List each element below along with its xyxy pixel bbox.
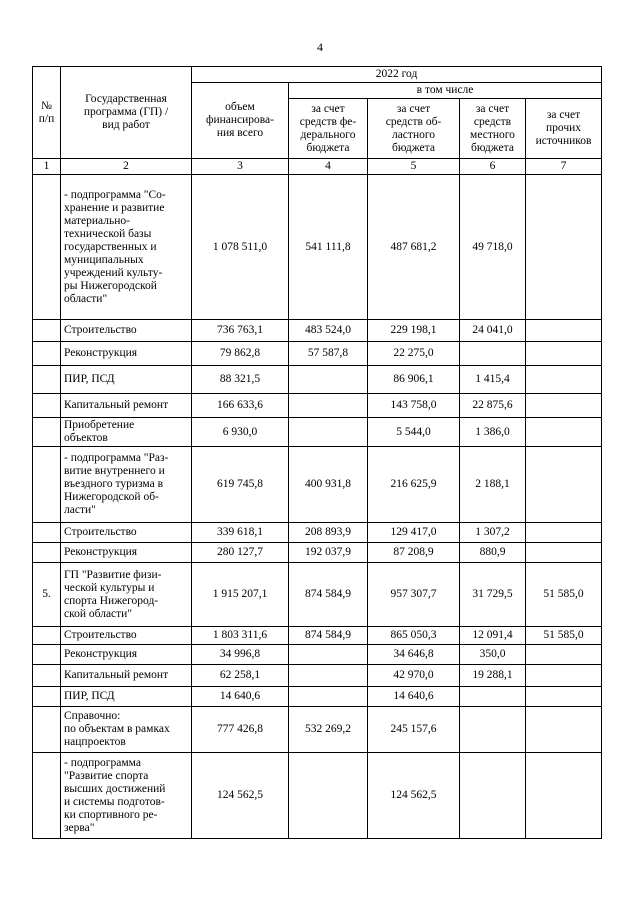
row-number xyxy=(33,320,61,342)
cell-other xyxy=(526,665,602,687)
cell-other xyxy=(526,394,602,418)
cell-local: 880,9 xyxy=(460,543,526,563)
cell-local: 350,0 xyxy=(460,645,526,665)
cell-total: 34 996,8 xyxy=(192,645,289,665)
table-body xyxy=(33,175,602,839)
cell-total: 1 915 207,1 xyxy=(192,563,289,627)
table-row xyxy=(33,366,602,394)
cell-local: 19 288,1 xyxy=(460,665,526,687)
table-header xyxy=(33,67,602,175)
cell-other: 51 585,0 xyxy=(526,627,602,645)
cell-federal: 532 269,2 xyxy=(289,707,368,753)
cell-local: 2 188,1 xyxy=(460,447,526,523)
cell-other xyxy=(526,753,602,839)
cell-local: 22 875,6 xyxy=(460,394,526,418)
row-number xyxy=(33,645,61,665)
column-number: 2 xyxy=(61,159,192,175)
cell-regional: 124 562,5 xyxy=(368,753,460,839)
row-number xyxy=(33,418,61,447)
table-row xyxy=(33,665,602,687)
cell-other xyxy=(526,543,602,563)
table-row xyxy=(33,447,602,523)
row-name: - подпрограмма "Развитие спорта высших достижений и системы подготов- ки спортивного ре- зерва" xyxy=(61,753,192,839)
header-federal: за счет средств фе- дерального бюджета xyxy=(289,99,368,159)
row-name: Приобретение объектов xyxy=(61,418,192,447)
cell-other xyxy=(526,418,602,447)
cell-federal xyxy=(289,394,368,418)
row-name: Реконструкция xyxy=(61,543,192,563)
column-number: 1 xyxy=(33,159,61,175)
cell-federal: 874 584,9 xyxy=(289,627,368,645)
row-name: Строительство xyxy=(61,523,192,543)
cell-other xyxy=(526,707,602,753)
cell-regional: 216 625,9 xyxy=(368,447,460,523)
table-row xyxy=(33,342,602,366)
cell-federal xyxy=(289,418,368,447)
column-number: 6 xyxy=(460,159,526,175)
row-number xyxy=(33,394,61,418)
row-name: Строительство xyxy=(61,320,192,342)
cell-federal xyxy=(289,665,368,687)
header-local: за счет средств местного бюджета xyxy=(460,99,526,159)
cell-local: 1 307,2 xyxy=(460,523,526,543)
cell-total: 88 321,5 xyxy=(192,366,289,394)
cell-total: 777 426,8 xyxy=(192,707,289,753)
row-number xyxy=(33,687,61,707)
cell-regional: 5 544,0 xyxy=(368,418,460,447)
cell-regional: 34 646,8 xyxy=(368,645,460,665)
cell-regional: 22 275,0 xyxy=(368,342,460,366)
cell-total: 124 562,5 xyxy=(192,753,289,839)
row-number: 5. xyxy=(33,563,61,627)
cell-local xyxy=(460,753,526,839)
row-name: Реконструкция xyxy=(61,645,192,665)
cell-total: 6 930,0 xyxy=(192,418,289,447)
cell-regional: 957 307,7 xyxy=(368,563,460,627)
row-number xyxy=(33,523,61,543)
table-row xyxy=(33,523,602,543)
table-row xyxy=(33,645,602,665)
row-name: Реконструкция xyxy=(61,342,192,366)
cell-total: 339 618,1 xyxy=(192,523,289,543)
column-numbers-row xyxy=(33,159,602,175)
cell-regional: 229 198,1 xyxy=(368,320,460,342)
table-row xyxy=(33,707,602,753)
header-total: объем финансирова- ния всего xyxy=(192,83,289,159)
column-number: 3 xyxy=(192,159,289,175)
cell-total: 79 862,8 xyxy=(192,342,289,366)
row-name: ПИР, ПСД xyxy=(61,366,192,394)
page-number: 4 xyxy=(317,40,323,54)
cell-total: 1 803 311,6 xyxy=(192,627,289,645)
row-name: Капитальный ремонт xyxy=(61,665,192,687)
table-row xyxy=(33,753,602,839)
table-row xyxy=(33,563,602,627)
cell-total: 736 763,1 xyxy=(192,320,289,342)
cell-regional: 865 050,3 xyxy=(368,627,460,645)
cell-total: 619 745,8 xyxy=(192,447,289,523)
cell-local: 31 729,5 xyxy=(460,563,526,627)
cell-local xyxy=(460,342,526,366)
cell-regional: 143 758,0 xyxy=(368,394,460,418)
cell-other: 51 585,0 xyxy=(526,563,602,627)
row-number xyxy=(33,175,61,320)
cell-other xyxy=(526,523,602,543)
cell-local: 12 091,4 xyxy=(460,627,526,645)
cell-federal: 483 524,0 xyxy=(289,320,368,342)
column-number: 4 xyxy=(289,159,368,175)
row-number xyxy=(33,342,61,366)
row-name: ПИР, ПСД xyxy=(61,687,192,707)
column-number: 5 xyxy=(368,159,460,175)
cell-federal: 400 931,8 xyxy=(289,447,368,523)
cell-other xyxy=(526,687,602,707)
cell-regional: 87 208,9 xyxy=(368,543,460,563)
cell-total: 166 633,6 xyxy=(192,394,289,418)
cell-other xyxy=(526,366,602,394)
row-name: Капитальный ремонт xyxy=(61,394,192,418)
cell-total: 14 640,6 xyxy=(192,687,289,707)
row-name: Строительство xyxy=(61,627,192,645)
cell-regional: 14 640,6 xyxy=(368,687,460,707)
cell-local: 1 386,0 xyxy=(460,418,526,447)
header-program: Государственная программа (ГП) / вид работ xyxy=(61,67,192,159)
row-number xyxy=(33,447,61,523)
cell-regional: 245 157,6 xyxy=(368,707,460,753)
financing-table xyxy=(32,66,602,839)
cell-local xyxy=(460,707,526,753)
table-row xyxy=(33,394,602,418)
cell-federal xyxy=(289,753,368,839)
cell-federal: 874 584,9 xyxy=(289,563,368,627)
cell-total: 62 258,1 xyxy=(192,665,289,687)
table-row xyxy=(33,627,602,645)
row-number xyxy=(33,665,61,687)
table-row xyxy=(33,418,602,447)
header-including: в том числе xyxy=(289,83,602,99)
cell-federal: 541 111,8 xyxy=(289,175,368,320)
table-row xyxy=(33,687,602,707)
cell-local: 49 718,0 xyxy=(460,175,526,320)
cell-federal: 208 893,9 xyxy=(289,523,368,543)
cell-local: 1 415,4 xyxy=(460,366,526,394)
table-row xyxy=(33,175,602,320)
cell-federal: 57 587,8 xyxy=(289,342,368,366)
cell-other xyxy=(526,447,602,523)
cell-other xyxy=(526,342,602,366)
header-regional: за счет средств об- ластного бюджета xyxy=(368,99,460,159)
cell-local xyxy=(460,687,526,707)
cell-regional: 129 417,0 xyxy=(368,523,460,543)
cell-other xyxy=(526,320,602,342)
cell-federal: 192 037,9 xyxy=(289,543,368,563)
header-other: за счет прочих источников xyxy=(526,99,602,159)
table-row xyxy=(33,543,602,563)
cell-regional: 487 681,2 xyxy=(368,175,460,320)
cell-total: 1 078 511,0 xyxy=(192,175,289,320)
cell-regional: 42 970,0 xyxy=(368,665,460,687)
row-name: - подпрограмма "Со- хранение и развитие материально- технической базы государственных и муниципальных учреждений культу- ры Нижегородской области" xyxy=(61,175,192,320)
table-row xyxy=(33,320,602,342)
header-year: 2022 год xyxy=(192,67,602,83)
row-number xyxy=(33,543,61,563)
cell-other xyxy=(526,645,602,665)
cell-federal xyxy=(289,687,368,707)
cell-other xyxy=(526,175,602,320)
row-name: Справочно: по объектам в рамках нацпроектов xyxy=(61,707,192,753)
row-number xyxy=(33,366,61,394)
column-number: 7 xyxy=(526,159,602,175)
header-number: № п/п xyxy=(33,67,61,159)
row-number xyxy=(33,753,61,839)
row-number xyxy=(33,707,61,753)
cell-total: 280 127,7 xyxy=(192,543,289,563)
row-number xyxy=(33,627,61,645)
cell-federal xyxy=(289,645,368,665)
cell-regional: 86 906,1 xyxy=(368,366,460,394)
row-name: - подпрограмма "Раз- витие внутреннего и въездного туризма в Нижегородской об- ласти" xyxy=(61,447,192,523)
cell-federal xyxy=(289,366,368,394)
row-name: ГП "Развитие физи- ческой культуры и спорта Нижегород- ской области" xyxy=(61,563,192,627)
cell-local: 24 041,0 xyxy=(460,320,526,342)
